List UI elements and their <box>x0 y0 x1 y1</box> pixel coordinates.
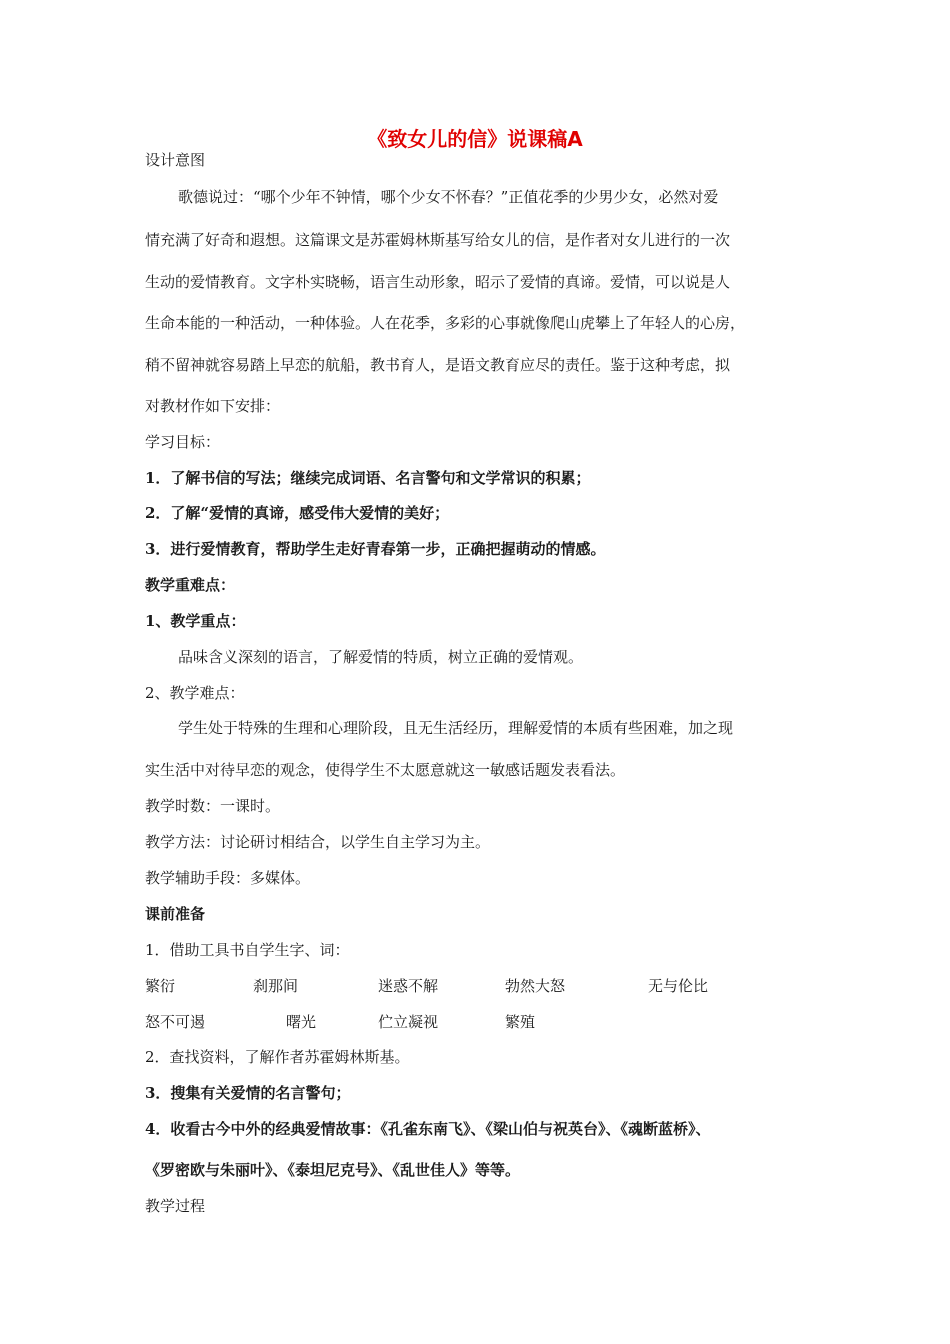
prep-item: 2．查找资料，了解作者苏霍姆林斯基。 <box>145 1048 410 1066</box>
design-line: 情充满了好奇和遐想。这篇课文是苏霍姆林斯基写给女儿的信，是作者对女儿进行的一次 <box>145 231 731 249</box>
design-heading: 设计意图 <box>145 151 206 169</box>
vocab-word: 怒不可遏 <box>145 1013 206 1031</box>
prep-item-continued: 《罗密欧与朱丽叶》、《泰坦尼克号》、《乱世佳人》等等。 <box>145 1161 521 1179</box>
goals-heading: 学习目标： <box>145 433 221 451</box>
process-heading: 教学过程 <box>145 1197 206 1215</box>
difficulty-line: 学生处于特殊的生理和心理阶段，且无生活经历，理解爱情的本质有些困难，加之现 <box>178 719 734 737</box>
goal-item: 2．了解“爱情的真谛，感受伟大爱情的美好； <box>145 504 450 522</box>
vocab-word: 繁殖 <box>505 1013 536 1031</box>
difficulty-heading: 2、教学难点： <box>145 684 245 702</box>
vocab-word: 曙光 <box>286 1013 317 1031</box>
teaching-aids: 教学辅助手段：多媒体。 <box>145 869 311 887</box>
design-line: 生命本能的一种活动，一种体验。人在花季，多彩的心事就像爬山虎攀上了年轻人的心房， <box>145 314 746 332</box>
prep-item: 4．收看古今中外的经典爱情故事：《孔雀东南飞》、《梁山伯与祝英台》、《魂断蓝桥》、 <box>145 1120 711 1138</box>
vocab-word: 无与伦比 <box>648 977 709 995</box>
key-heading: 教学重难点： <box>145 576 236 594</box>
teaching-hours: 教学时数：一课时。 <box>145 797 281 815</box>
design-line: 对教材作如下安排： <box>145 397 281 415</box>
prep-item: 1．借助工具书自学生字、词： <box>145 941 350 959</box>
design-line: 生动的爱情教育。文字朴实晓畅，语言生动形象，昭示了爱情的真谛。爱情，可以说是人 <box>145 273 731 291</box>
teaching-method: 教学方法：讨论研讨相结合，以学生自主学习为主。 <box>145 833 491 851</box>
difficulty-line: 实生活中对待早恋的观念，使得学生不太愿意就这一敏感话题发表看法。 <box>145 761 626 779</box>
vocab-word: 迷惑不解 <box>378 977 439 995</box>
vocab-word: 刹那间 <box>253 977 299 995</box>
prep-heading: 课前准备 <box>145 905 206 923</box>
vocab-word: 繁衍 <box>145 977 176 995</box>
prep-item: 3．搜集有关爱情的名言警句； <box>145 1084 351 1102</box>
key-point-text: 品味含义深刻的语言，了解爱情的特质，树立正确的爱情观。 <box>178 648 584 666</box>
vocab-word: 勃然大怒 <box>505 977 566 995</box>
vocab-word: 伫立凝视 <box>378 1013 439 1031</box>
goal-item: 3．进行爱情教育，帮助学生走好青春第一步，正确把握萌动的情感。 <box>145 540 606 558</box>
goal-item: 1．了解书信的写法；继续完成词语、名言警句和文学常识的积累； <box>145 469 591 487</box>
design-line: 歌德说过：“哪个少年不钟情，哪个少女不怀春？”正值花季的少男少女，必然对爱 <box>178 188 719 206</box>
document-title: 《致女儿的信》说课稿A <box>367 127 583 151</box>
design-line: 稍不留神就容易踏上早恋的航船，教书育人，是语文教育应尽的责任。鉴于这种考虑，拟 <box>145 356 731 374</box>
key-point-heading: 1、教学重点： <box>145 612 246 630</box>
